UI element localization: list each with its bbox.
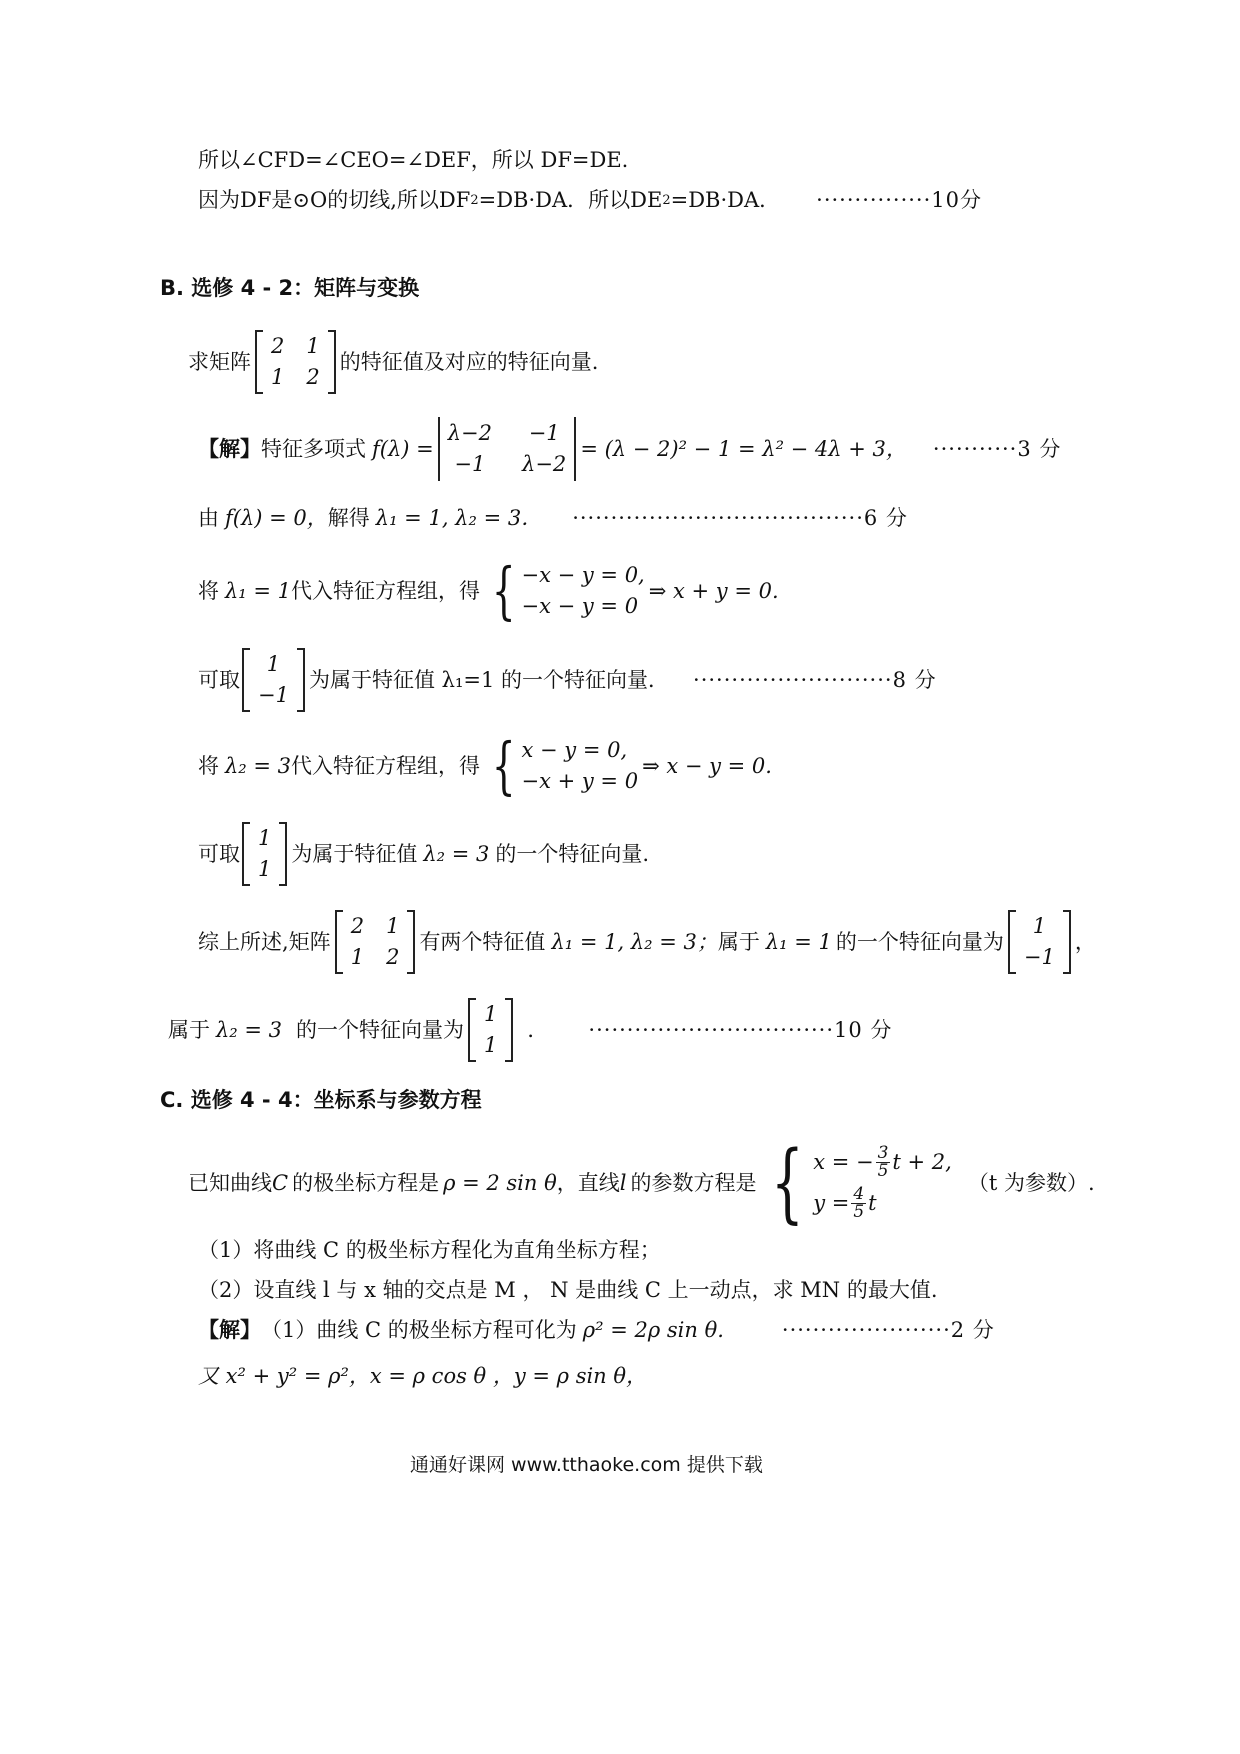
proof-text-2b: =DB·DA．所以DE: [478, 188, 663, 212]
proof-line-1: [198, 150, 628, 171]
part-2: [198, 1280, 938, 1301]
solution-text: 有两个特征值: [419, 929, 546, 954]
part-1-text: （1）将曲线 C 的极坐标方程化为直角坐标方程；: [198, 1238, 661, 1262]
solution-text: 的一个特征向量为: [296, 1017, 465, 1042]
determinant: [438, 417, 577, 481]
system-line-x: [813, 1145, 952, 1180]
section-c-heading: [160, 1090, 482, 1111]
matrix-a: [255, 330, 336, 394]
det-grid: [440, 417, 575, 481]
superscript: 2: [662, 193, 671, 208]
punctuation: ．: [527, 1017, 549, 1042]
solution-text: 的一个特征向量为: [835, 929, 1004, 954]
eq-part: y =: [813, 1191, 850, 1215]
solution-text: 可取: [198, 841, 240, 866]
solution-b-line-4: [198, 648, 937, 712]
solution-eq: 又 x² + y² = ρ²，x = ρ cos θ ，y = ρ sin θ，: [198, 1364, 648, 1388]
proof-line-2: [198, 190, 982, 211]
det-cell: λ−2: [447, 421, 493, 445]
solution-b-line-1: [198, 417, 1061, 481]
proof-text-2a: 因为DF是⊙O的切线,所以DF: [198, 188, 471, 212]
vector-cells: [476, 998, 505, 1062]
det-cell: −1: [528, 421, 560, 445]
solution-b-line-2: [198, 508, 908, 529]
solution-eq: λ₂ = 3: [225, 753, 292, 778]
solution-text: 为属于特征值 λ₁=1 的一个特征向量．: [308, 667, 670, 692]
bracket-right: [1063, 910, 1071, 974]
solution-b-line-8: [168, 998, 892, 1062]
solution-eq: λ₂ = 3: [423, 841, 490, 866]
bracket-left: [255, 330, 263, 394]
question-c: [188, 1133, 1095, 1233]
solution-text: （1）曲线 C 的极坐标方程可化为: [261, 1318, 577, 1342]
bracket-left: [242, 648, 250, 712]
matrix-grid: [263, 330, 328, 394]
det-bar-right: [574, 417, 576, 481]
bracket-right: [407, 910, 415, 974]
bracket-right: [279, 822, 287, 886]
solution-eq: ⇒ x − y = 0.: [642, 753, 772, 778]
bracket-right: [328, 330, 336, 394]
system-lines: [522, 565, 645, 617]
denominator: 5: [877, 1161, 889, 1181]
score-label: ···············10分: [816, 188, 982, 212]
solution-c-line-2: [198, 1366, 647, 1387]
section-b-heading: [160, 278, 419, 299]
system-lines: [522, 740, 639, 792]
numerator: 3: [877, 1143, 889, 1163]
solution-text: 属于: [168, 1017, 210, 1042]
vector-cells: [1016, 910, 1063, 974]
solution-text: 将: [198, 578, 219, 603]
fraction: [851, 1186, 866, 1221]
solution-text: 特征多项式: [261, 436, 366, 461]
question-text: 的参数方程是: [630, 1170, 757, 1195]
bracket-left: [1008, 910, 1016, 974]
part-2-text: （2）设直线 l 与 x 轴的交点是 M ， N 是曲线 C 上一动点，求 MN 的最大值.: [198, 1278, 938, 1302]
det-cell: λ−2: [522, 452, 567, 476]
vector-1: [242, 648, 305, 712]
equation-system-2: [484, 729, 639, 802]
question-text: 求矩阵: [188, 349, 251, 374]
score-label: ······················2 分: [781, 1318, 995, 1342]
solution-tag: 【解】: [198, 1318, 261, 1342]
solution-text: 综上所述,矩阵: [198, 929, 331, 954]
matrix-grid: [343, 910, 408, 974]
question-text: ，直线: [556, 1170, 620, 1195]
system-line: −x − y = 0,: [521, 563, 645, 587]
score-label: ··························8 分: [693, 667, 937, 692]
fraction: [876, 1145, 891, 1180]
solution-b-line-3: [198, 554, 779, 627]
matrix-a-repeat: [335, 910, 416, 974]
solution-text: 由: [198, 506, 219, 530]
matrix-cell: 2: [271, 334, 285, 358]
solution-text: 为属于特征值: [291, 841, 418, 866]
vector-cell: −1: [258, 683, 289, 707]
question-text: 已知曲线: [188, 1170, 272, 1195]
question-b: [188, 330, 598, 394]
system-lines: [813, 1145, 952, 1221]
matrix-cell: 1: [386, 914, 400, 938]
line-symbol: l: [619, 1170, 627, 1195]
curve-symbol: C: [272, 1170, 289, 1195]
question-text: 的极坐标方程是: [292, 1170, 440, 1195]
matrix-cell: 1: [271, 365, 285, 389]
score-label: ······································6 分: [572, 506, 908, 530]
solution-text: 将: [198, 753, 219, 778]
solution-text: 解得: [327, 506, 370, 530]
bracket-left: [468, 998, 476, 1062]
brace: {: [491, 554, 516, 627]
vector-cell: 1: [258, 857, 272, 881]
solution-b-line-7: [198, 910, 1096, 974]
part-1: [198, 1240, 661, 1261]
solution-eq: f(λ) = 0，: [225, 506, 328, 530]
matrix-cell: 2: [386, 945, 400, 969]
eq-part: t + 2,: [892, 1150, 952, 1174]
solution-eq: λ₁ = 1: [225, 578, 292, 603]
solution-eq: ρ² = 2ρ sin θ.: [582, 1318, 724, 1342]
denominator: 5: [853, 1202, 865, 1222]
punctuation: ，: [1074, 929, 1096, 954]
solution-eq: λ₁ = 1: [765, 929, 832, 954]
solution-eq: = (λ − 2)² − 1 = λ² − 4λ + 3，: [580, 436, 907, 461]
solution-text: 的一个特征向量.: [495, 841, 650, 866]
f-lambda: f(λ) =: [372, 436, 434, 461]
matrix-cell: 2: [350, 914, 365, 938]
vector-cell: 1: [258, 826, 272, 850]
vector-cells: [250, 648, 297, 712]
solution-b-line-6: [198, 822, 649, 886]
section-b-title: B. 选修 4 - 2：矩阵与变换: [160, 276, 420, 300]
proof-text-1: 所以∠CFD=∠CEO=∠DEF，所以 DF=DE.: [198, 148, 629, 172]
vector-cells: [250, 822, 279, 886]
footer: [410, 1456, 763, 1475]
system-line-y: [813, 1186, 952, 1221]
brace: {: [491, 729, 516, 802]
solution-text: 代入特征方程组，得: [291, 578, 481, 603]
solution-tag: 【解】: [198, 436, 261, 461]
vector-cell: 1: [484, 1002, 498, 1026]
eq-part: x = −: [813, 1150, 874, 1174]
system-line: x − y = 0,: [521, 738, 628, 762]
system-line: −x − y = 0: [521, 594, 639, 618]
score-label: ································10 分: [588, 1017, 893, 1042]
vector-2: [242, 822, 287, 886]
numerator: 4: [853, 1184, 865, 1204]
polar-equation: ρ = 2 sin θ: [443, 1170, 557, 1195]
solution-b-line-5: [198, 729, 772, 802]
vector-cell: 1: [266, 652, 281, 676]
solution-eq: λ₁ = 1, λ₂ = 3；: [551, 929, 718, 954]
vector-2-repeat: [468, 998, 513, 1062]
solution-eq: ⇒ x + y = 0.: [648, 578, 779, 603]
question-text: （t 为参数）.: [967, 1170, 1095, 1195]
solution-eq: λ₂ = 3: [216, 1017, 283, 1042]
solution-c-line-1: [198, 1320, 995, 1341]
solution-text: 属于: [717, 929, 760, 954]
vector-cell: 1: [484, 1033, 498, 1057]
question-text: 的特征值及对应的特征向量.: [339, 349, 599, 374]
proof-text-2c: =DB·DA．: [670, 188, 781, 212]
superscript: 2: [470, 193, 479, 208]
eq-part: t: [868, 1191, 877, 1215]
brace: {: [771, 1133, 805, 1233]
matrix-cell: 2: [306, 365, 320, 389]
det-cell: −1: [454, 452, 486, 476]
bracket-left: [242, 822, 250, 886]
system-line: −x + y = 0: [521, 769, 639, 793]
footer-text: 通通好课网 www.tthaoke.com 提供下载: [410, 1454, 763, 1476]
solution-text: 可取: [198, 667, 240, 692]
equation-system-1: [484, 554, 645, 627]
solution-eq: λ₁ = 1, λ₂ = 3．: [375, 506, 543, 530]
vector-cell: 1: [1032, 914, 1047, 938]
matrix-cell: 1: [350, 945, 365, 969]
bracket-right: [297, 648, 305, 712]
vector-cell: −1: [1023, 945, 1055, 969]
score-label: ···········3 分: [932, 436, 1062, 461]
section-c-title: C. 选修 4 - 4：坐标系与参数方程: [160, 1088, 482, 1112]
vector-1-repeat: [1008, 910, 1071, 974]
bracket-left: [335, 910, 343, 974]
parametric-system: [760, 1133, 952, 1233]
solution-text: 代入特征方程组，得: [291, 753, 481, 778]
matrix-cell: 1: [306, 334, 320, 358]
bracket-right: [505, 998, 513, 1062]
